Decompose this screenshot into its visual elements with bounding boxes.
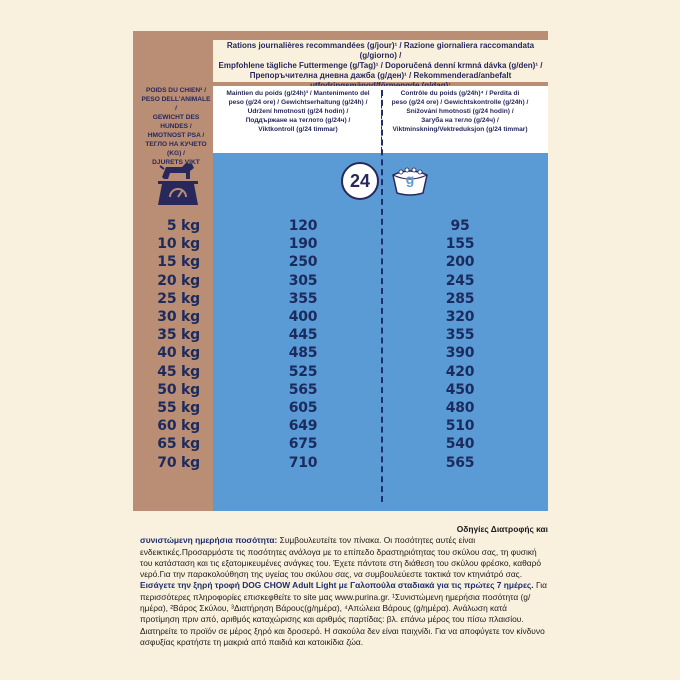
col1-line: Viktkontroll (g/24 timmar) [258,126,338,133]
col1-line: Поддържане на теглото (g/24ч) / [245,117,351,124]
instructions-text: Συμβουλευτείτε τον πίνακα. Οι ποσότητες αυτές είναι ενδεικτικές.Προσαρμόστε τις ποσότητες ανάλογα με το επίπεδο δραστηριότητας του σκύλου σας, τη φυσική του κατάσταση και τις εξατομικευμένες ανάγκες του. Έχετε πάντοτε στη διάθεση του σκύλου φρέσκο, καθαρό νερό.Για την παρακολούθηση της υγείας του σκύλου σας, να συμβουλεύεστε τακτικά τον κτηνιάτρό σας. [140,535,541,580]
dog-weight-label [140,86,212,167]
weight-loss-amount: 320 [445,309,475,325]
weight-loss-amount: 540 [445,436,475,453]
maintenance-amount: 305 [288,272,318,289]
dog-weight-value: 35 kg [157,327,200,344]
weight-label-line: DJURETS VIKT [152,159,200,166]
dog-weight-value: 20 kg [157,272,200,289]
maintenance-amount: 445 [288,327,318,344]
weight-loss-header [385,89,535,134]
column-divider [381,90,383,502]
dog-weight-value: 30 kg [157,309,200,325]
weight-loss-amount: 480 [445,400,475,416]
maintenance-amount: 355 [288,290,318,307]
dog-weight-value: 50 kg [157,381,200,398]
weight-loss-amount: 450 [445,381,475,398]
instructions-highlight: Εισάγετε την ξηρή τροφή DOG CHOW Adult Light με Γαλοπούλα σταδιακά για τις πρώτες 7 ημέρες. [140,580,534,591]
header-line: Empfohlene tägliche Futtermenge (g/Tag)¹ / Doporučená denní krmná dávka (g/den)¹ / [218,61,543,70]
weight-maintenance-header [223,89,373,134]
maintenance-amount: 525 [288,363,318,380]
maintenance-amount: 675 [288,436,318,453]
food-bowl-icon [390,163,430,199]
col2-line: Viktminskning/Vektreduksjon (g/24 timmar) [392,126,528,133]
maintenance-amount: 485 [288,345,318,362]
clock-label: 24 [349,171,371,191]
col2-line: Snižování hmotnosti (g/24 hodin) / [406,108,514,115]
dog-weight-value: 55 kg [157,400,200,416]
weight-label-line: POIDS DU CHIEN² / [145,87,207,94]
dog-weight-value: 40 kg [157,345,200,362]
weight-loss-amount: 95 [450,218,470,234]
bowl-label: g [405,171,415,187]
dog-weight-value: 70 kg [157,454,200,471]
instructions-title: Οδηγίες Διατροφής και [456,524,548,534]
weight-loss-amount: 355 [445,327,475,344]
dog-weight-value: 65 kg [157,436,200,453]
maintenance-amount: 120 [288,218,318,234]
dog-weight-value: 5 kg [166,218,200,234]
weight-loss-amount: 200 [445,254,475,271]
instructions-text-2: Για περισσότερες πληροφορίες επισκεφθείτε το site μας www.purina.gr. ¹Συνιστώμενη ημερήσια ποσότητα (g/ ημέρα), ²Βάρος Σκύλου, ³Διατήρηση Βάρους(g/ημέρα), ⁴Απώλεια Βάρους (g/ημέρα). Ανάλωση κατά προτίμηση πριν από, αριθμός καταχώρισης και αριθμός παρτίδας: βλ. επάνω μέρος του πίσω πλαισίου. Διατηρείτε το προϊόν σε μέρος ξηρό και δροσερό. Η σακούλα δεν είναι παιχνίδι. Για να αποφύγετε τον κίνδυνο ασφυξίας κρατήστε τη μακριά από παιδιά και κατοικίδια ζώα. [140,580,547,647]
weight-loss-amount: 420 [445,363,475,380]
col2-line: peso (g/24 ore) / Gewichtskontrolle (g/24h) / [391,99,529,106]
dog-weight-value: 10 kg [157,236,200,253]
col1-line: Udržení hmotnosti (g/24 hodin) / [247,108,349,115]
clock-24-icon [341,162,379,200]
weight-loss-amount: 245 [445,272,475,289]
maintenance-amount: 649 [288,418,318,435]
col1-line: Maintien du poids (g/24h)³ / Mantenimento del [226,90,370,97]
maintenance-amount: 710 [288,454,318,471]
dog-weight-value: 45 kg [157,363,200,380]
header-line: Rations journalières recommandées (g/jour)¹ / Razione giornaliera raccomandata (g/giorno) / [226,41,535,60]
table-header-title [213,41,548,91]
instructions-lead: συνιστώμενη ημερήσια ποσότητα: [140,535,278,546]
weight-loss-amount: 390 [445,345,475,362]
feeding-instructions [140,524,548,648]
weight-loss-amount: 155 [445,236,475,253]
maintenance-amount: 250 [288,254,318,271]
weight-label-line: HMOTNOST PSA / [147,132,205,139]
weight-label-line: GEWICHT DES HUNDES / [152,114,200,130]
maintenance-amount: 190 [288,236,318,253]
weight-label-line: PESO DELL'ANIMALE / [141,96,211,112]
col1-line: peso (g/24 ore) / Gewichtserhaltung (g/24h) / [228,99,368,106]
maintenance-amount: 605 [288,400,318,416]
maintenance-amount: 565 [288,381,318,398]
col2-line: Загуба на тегло (g/24ч) / [421,117,499,124]
weight-loss-amount: 285 [445,290,475,307]
col2-line: Contrôle du poids (g/24h)⁴ / Perdita di [400,90,520,97]
dog-on-scale-icon [152,157,204,213]
header-line: Препоръчителна дневна дажба (g/ден)¹ / Rekommenderad/anbefalt [249,71,512,80]
weight-loss-amount: 565 [445,454,475,471]
maintenance-amount: 400 [288,309,318,325]
dog-weight-value: 15 kg [157,254,200,271]
dog-weight-value: 25 kg [157,290,200,307]
weight-loss-amount: 510 [445,418,475,435]
dog-weight-value: 60 kg [157,418,200,435]
weight-label-line: ТЕГЛО НА КУЧЕТО (KG) / [145,141,207,157]
